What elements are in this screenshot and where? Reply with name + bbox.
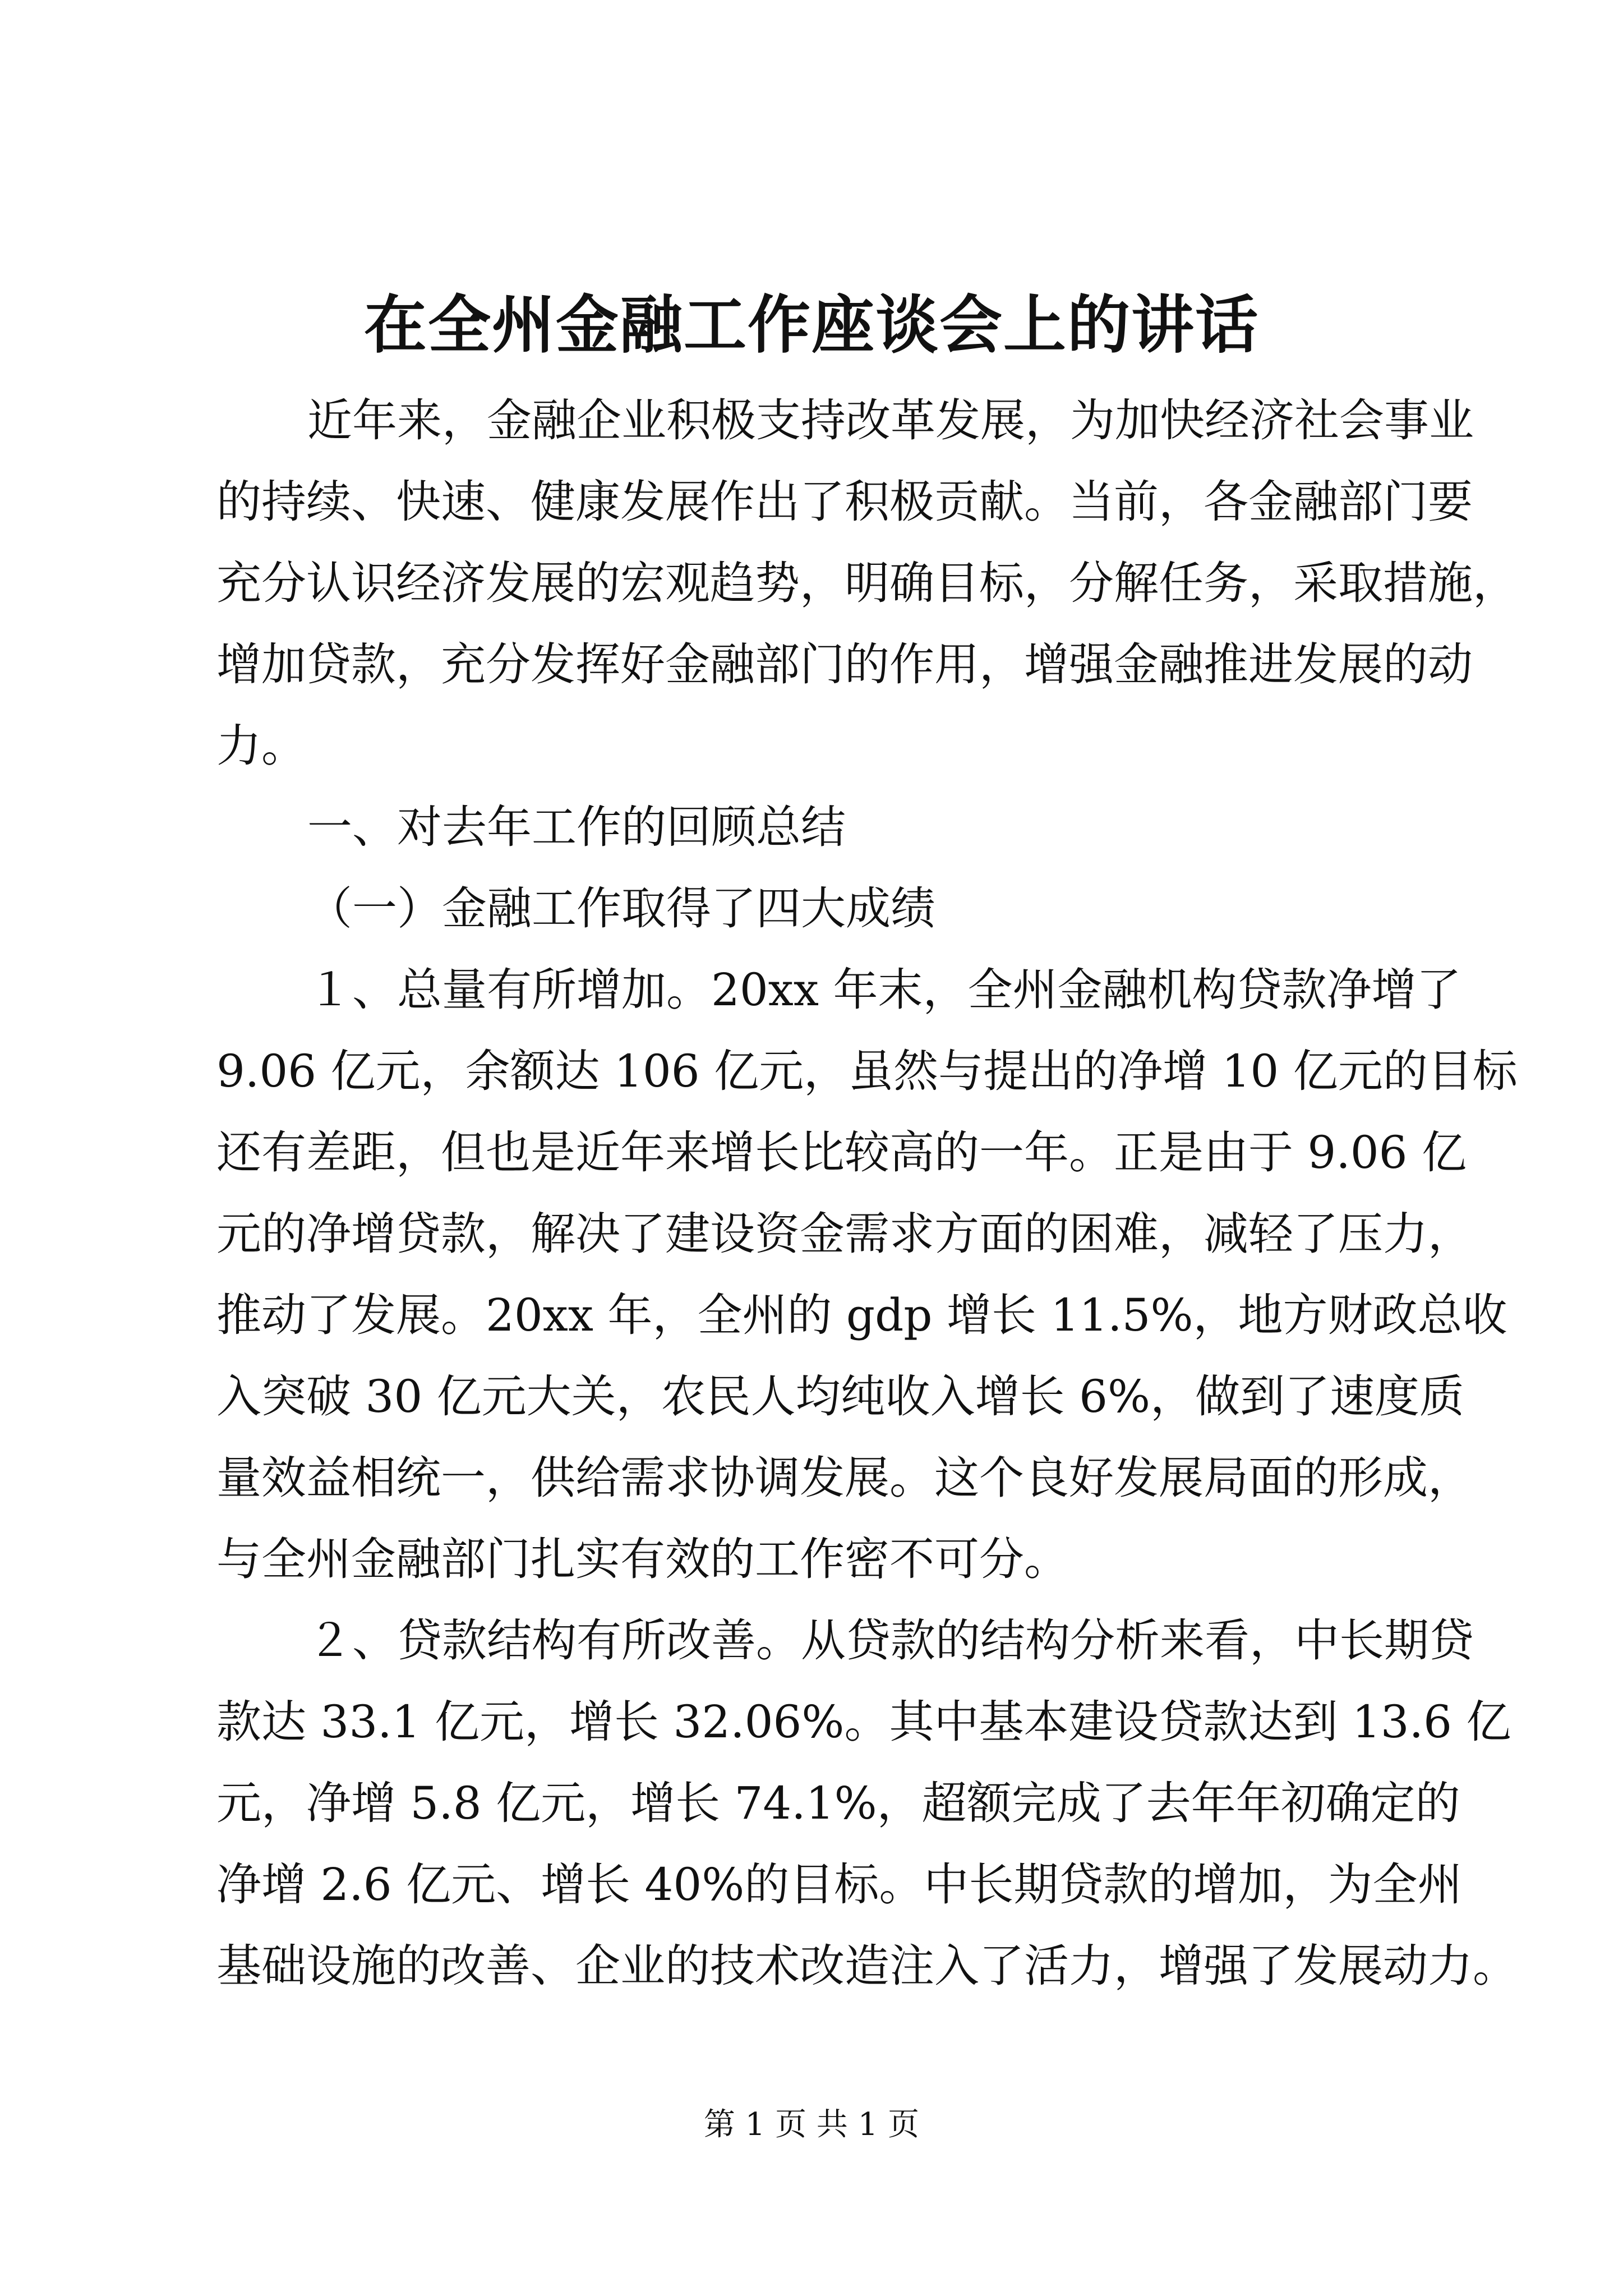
paragraph-line: 基础设施的改善、企业的技术改造注入了活力，增强了发展动力。 <box>216 1940 1518 1992</box>
paragraph-line: 量效益相统一，供给需求协调发展。这个良好发展局面的形成， <box>216 1452 1473 1504</box>
paragraph-line: 9.06 亿元，余额达 106 亿元，虽然与提出的净增 10 亿元的目标 <box>216 1045 1518 1097</box>
document-title: 在全州金融工作座谈会上的讲话 <box>364 288 1259 362</box>
subsection-heading: （一）金融工作取得了四大成绩 <box>307 882 935 935</box>
paragraph-line: 增加贷款，充分发挥好金融部门的作用，增强金融推进发展的动 <box>216 638 1473 691</box>
section-heading: 一、对去年工作的回顾总结 <box>307 801 846 853</box>
paragraph-line: 入突破 30 亿元大关，农民人均纯收入增长 6%，做到了速度质 <box>216 1370 1464 1423</box>
paragraph-line: 与全州金融部门扎实有效的工作密不可分。 <box>216 1533 1069 1585</box>
paragraph-line: 近年来，金融企业积极支持改革发展，为加快经济社会事业 <box>307 394 1474 447</box>
paragraph-line: 还有差距，但也是近年来增长比较高的一年。正是由于 9.06 亿 <box>216 1126 1467 1179</box>
paragraph-line: 充分认识经济发展的宏观趋势，明确目标，分解任务，采取措施， <box>216 557 1518 609</box>
paragraph-line: 的持续、快速、健康发展作出了积极贡献。当前，各金融部门要 <box>216 476 1473 528</box>
paragraph-line: 净增 2.6 亿元、增长 40%的目标。中长期贷款的增加，为全州 <box>216 1858 1463 1911</box>
paragraph-line: 元的净增贷款，解决了建设资金需求方面的困难，减轻了压力， <box>216 1208 1473 1260</box>
paragraph-line: 推动了发展。20xx 年，全州的 gdp 增长 11.5%，地方财政总收 <box>216 1289 1507 1341</box>
paragraph-line: 力。 <box>216 720 306 772</box>
paragraph-line: 元，净增 5.8 亿元，增长 74.1%，超额完成了去年年初确定的 <box>216 1777 1460 1829</box>
page-footer: 第 1 页 共 1 页 <box>703 2106 920 2143</box>
paragraph-line: 款达 33.1 亿元，增长 32.06%。其中基本建设贷款达到 13.6 亿 <box>216 1696 1511 1748</box>
paragraph-line: ２、贷款结构有所改善。从贷款的结构分析来看，中长期贷 <box>307 1614 1474 1667</box>
paragraph-line: １、总量有所增加。20xx 年末，全州金融机构贷款净增了 <box>307 964 1461 1016</box>
